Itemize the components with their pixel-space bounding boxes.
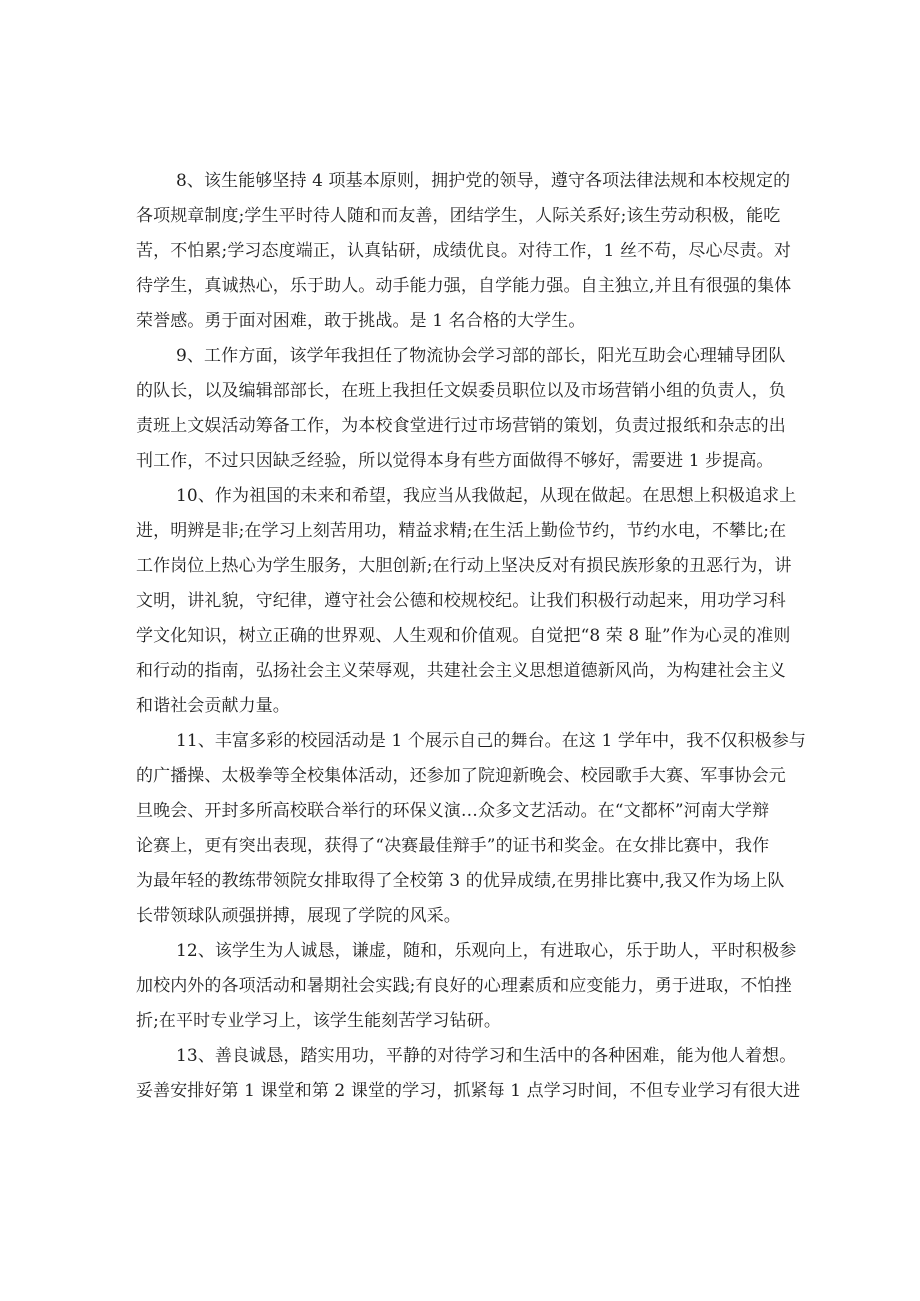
paragraph-line: 刊工作，不过只因缺乏经验，所以觉得本身有些方面做得不够好，需要进 1 步提高。: [136, 451, 774, 471]
paragraph-line: 论赛上，更有突出表现，获得了“决赛最佳辩手”的证书和奖金。在女排比赛中，我作: [136, 836, 770, 856]
paragraph-line: 和谐社会贡献力量。: [136, 696, 290, 716]
paragraph-line: 长带领球队顽强拼搏，展现了学院的风采。: [136, 906, 461, 926]
paragraph-line: 12、该学生为人诚恳，谦虚，随和，乐观向上，有进取心，乐于助人，平时积极参: [176, 941, 797, 961]
paragraph-line: 为最年轻的教练带领院女排取得了全校第 3 的优异成绩,在男排比赛中,我又作为场上队: [136, 871, 785, 891]
paragraph-line: 的队长，以及编辑部部长，在班上我担任文娱委员职位以及市场营销小组的负责人，负: [136, 381, 786, 401]
paragraph-line: 文明，讲礼貌，守纪律，遵守社会公德和校规校纪。让我们积极行动起来，用功学习科: [136, 591, 786, 611]
paragraph-line: 旦晚会、开封多所高校联合举行的环保义演…众多文艺活动。在“文都杯”河南大学辩: [136, 801, 770, 821]
paragraph-line: 学文化知识，树立正确的世界观、人生观和价值观。自觉把“8 荣 8 耻”作为心灵的准则: [136, 626, 791, 646]
paragraph-line: 9、工作方面，该学年我担任了物流协会学习部的部长，阳光互助会心理辅导团队: [176, 346, 786, 366]
paragraph-line: 待学生，真诚热心，乐于助人。动手能力强，自学能力强。自主独立,并且有很强的集体: [136, 276, 792, 296]
paragraph-line: 10、作为祖国的未来和希望，我应当从我做起，从现在做起。在思想上积极追求上: [176, 486, 797, 506]
paragraph-line: 工作岗位上热心为学生服务，大胆创新;在行动上坚决反对有损民族形象的丑恶行为，讲: [136, 556, 792, 576]
paragraph-line: 各项规章制度;学生平时待人随和而友善，团结学生，人际关系好;该生劳动积极，能吃: [136, 206, 781, 226]
paragraph-line: 进，明辨是非;在学习上刻苦用功，精益求精;在生活上勤俭节约，节约水电，不攀比;在: [136, 521, 787, 541]
paragraph-line: 加校内外的各项活动和暑期社会实践;有良好的心理素质和应变能力，勇于进取，不怕挫: [136, 976, 792, 996]
paragraph-line: 11、丰富多彩的校园活动是 1 个展示自己的舞台。在这 1 学年中，我不仅积极参与: [176, 731, 806, 751]
paragraph-line: 苦，不怕累;学习态度端正，认真钻研，成绩优良。对待工作，1 丝不苟，尽心尽责。对: [136, 241, 791, 261]
paragraph-line: 荣誉感。勇于面对困难，敢于挑战。是 1 名合格的大学生。: [136, 311, 586, 331]
paragraph-line: 8、该生能够坚持 4 项基本原则，拥护党的领导，遵守各项法律法规和本校规定的: [176, 171, 791, 191]
paragraph-line: 的广播操、太极拳等全校集体活动，还参加了院迎新晚会、校园歌手大赛、军事协会元: [136, 766, 786, 786]
paragraph-line: 折;在平时专业学习上，该学生能刻苦学习钻研。: [136, 1011, 501, 1031]
paragraph-line: 13、善良诚恳，踏实用功，平静的对待学习和生活中的各种困难，能为他人着想。: [176, 1046, 797, 1066]
paragraph-line: 责班上文娱活动筹备工作，为本校食堂进行过市场营销的策划，负责过报纸和杂志的出: [136, 416, 786, 436]
paragraph-line: 和行动的指南，弘扬社会主义荣辱观，共建社会主义思想道德新风尚，为构建社会主义: [136, 661, 786, 681]
paragraph-line: 妥善安排好第 1 课堂和第 2 课堂的学习，抓紧每 1 点学习时间，不但专业学习有很大进: [136, 1081, 801, 1101]
